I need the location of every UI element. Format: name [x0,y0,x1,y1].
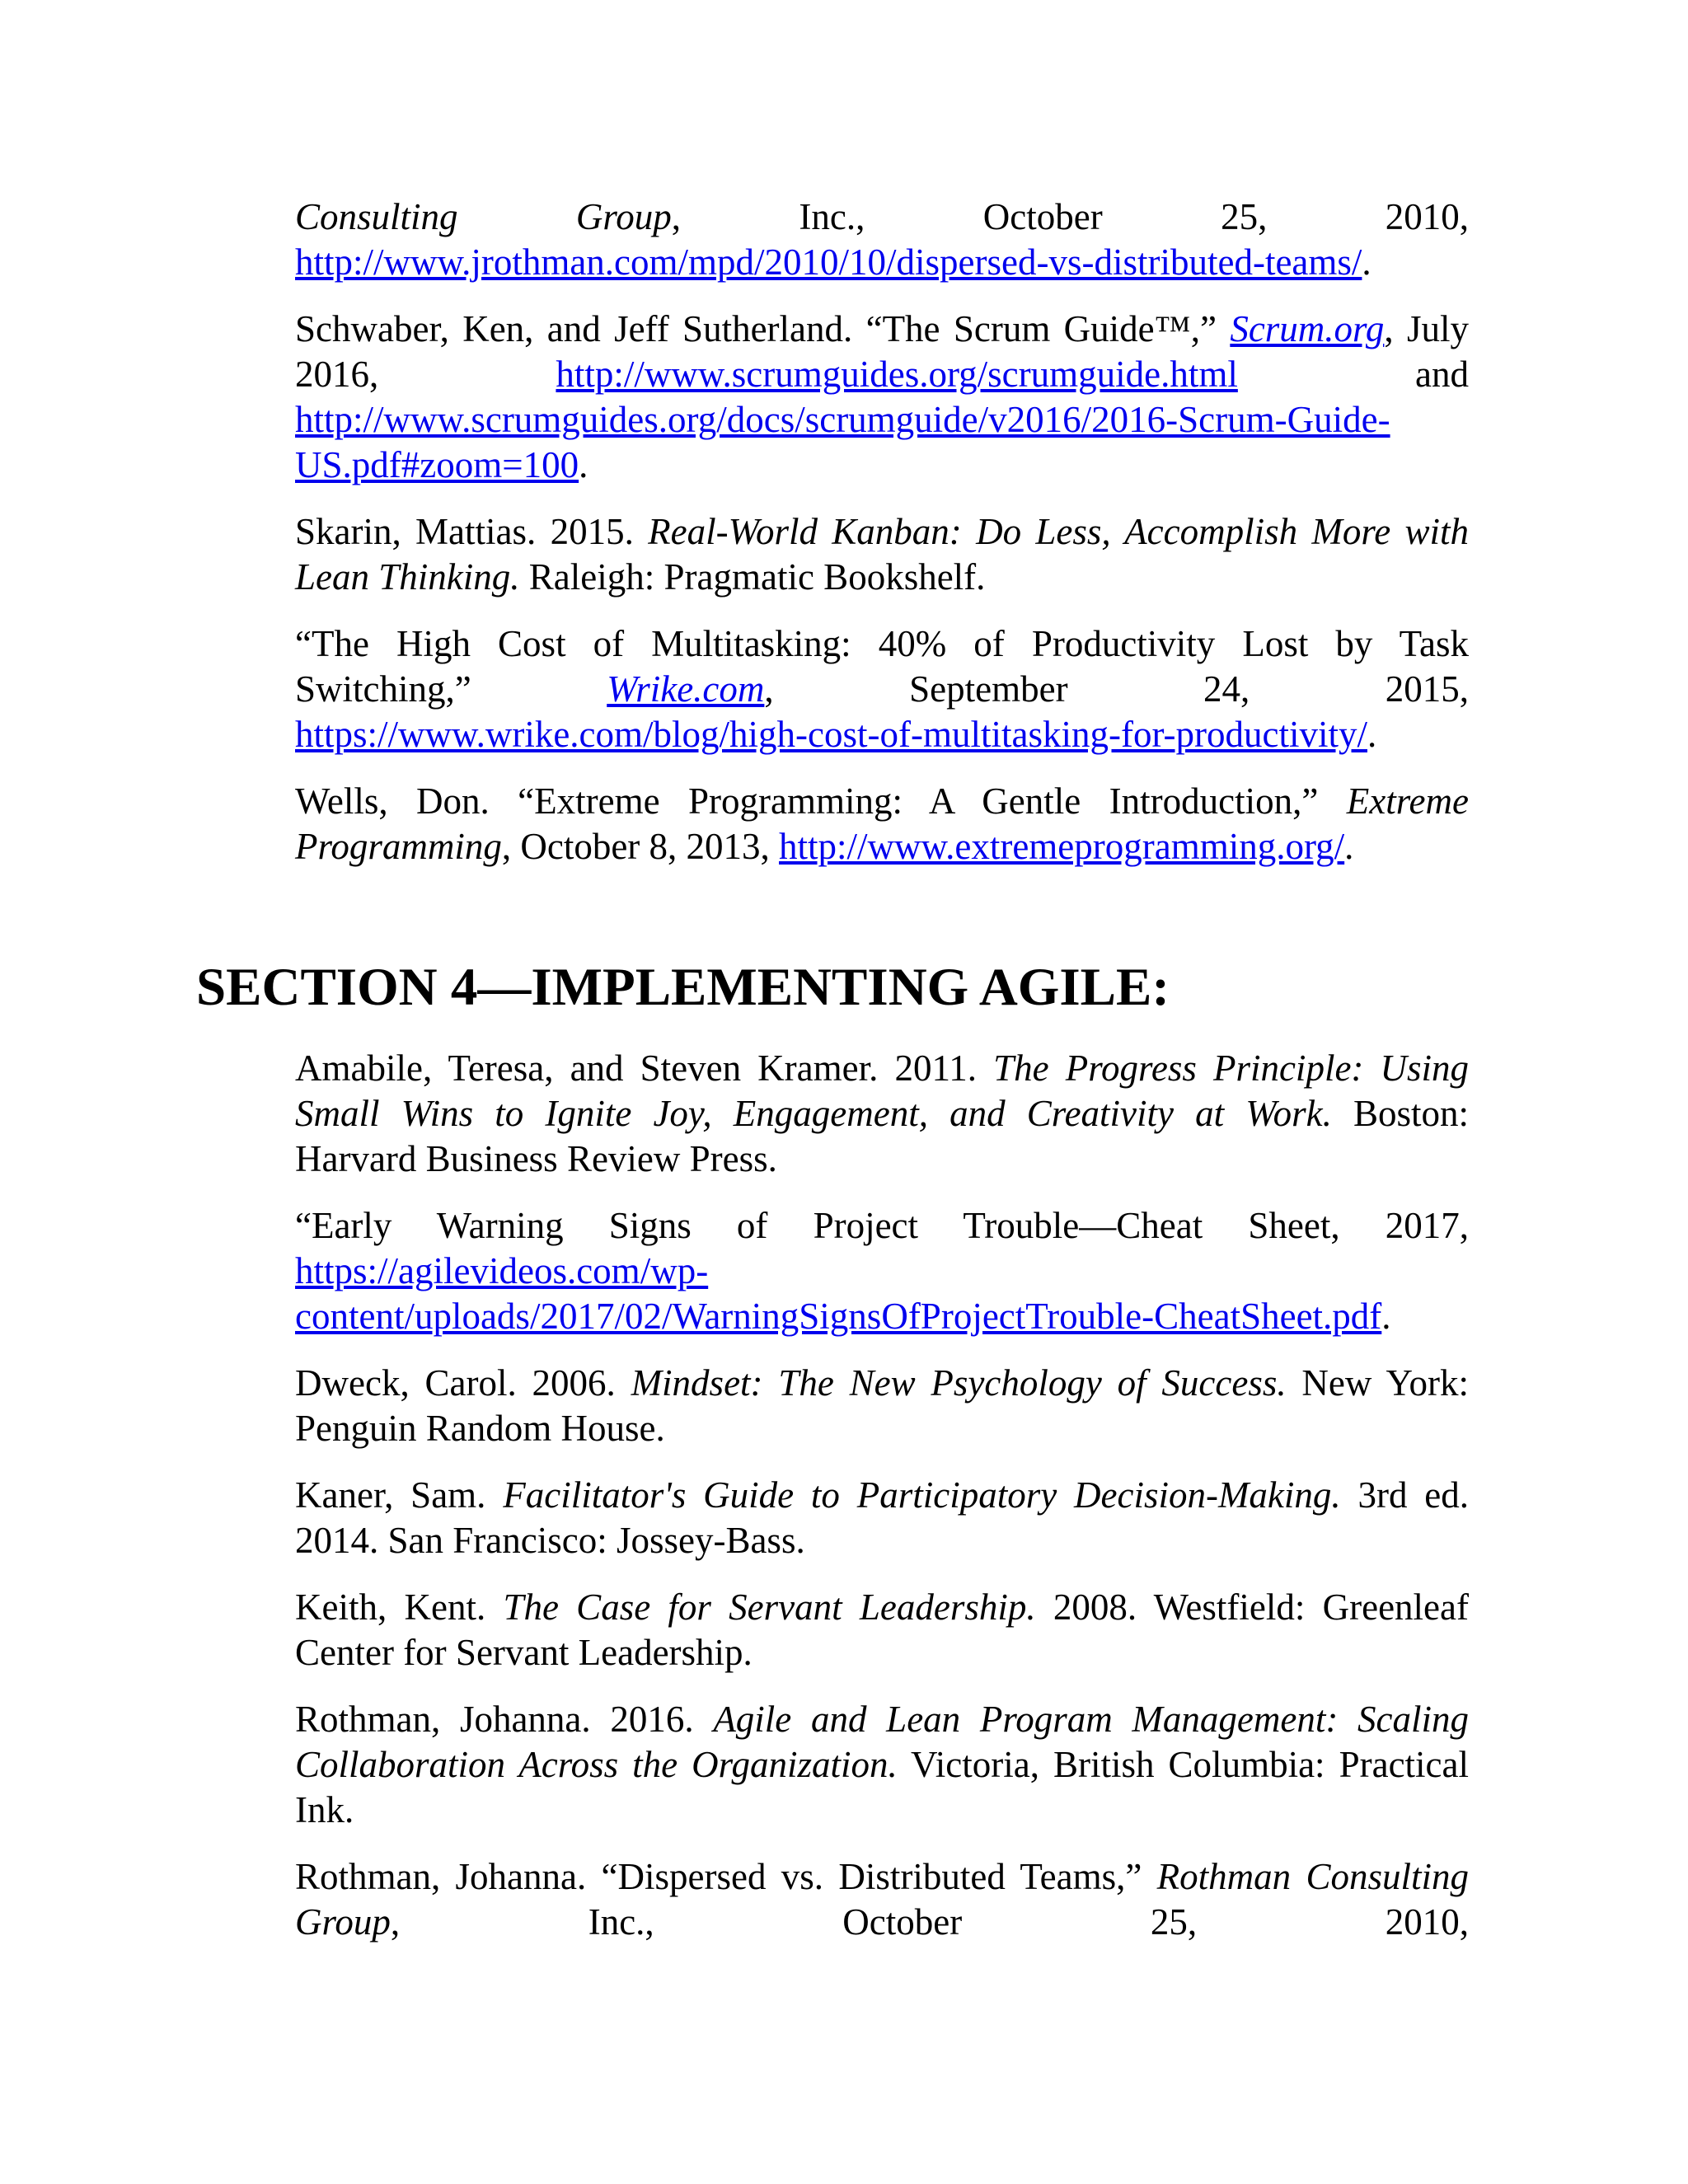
reference-text: Wells, Don. “Extreme Programming: A Gentle Introduction,” [295,780,1347,822]
reference-text: “Early Warning Signs of Project Trouble—Cheat Sheet, 2017, [295,1205,1469,1246]
reference-title: Agile and Lean Program Management: Scaling Collaboration Across the Organization. [295,1699,1470,1785]
reference-text: , July 2016, [295,308,1469,395]
reference-title: Extreme Programming [295,780,1469,867]
reference-title: Consulting Group [295,196,672,237]
reference-entry [295,1361,1469,1451]
reference-title: Rothman Consulting Group [295,1856,1469,1943]
reference-text: . [1344,826,1354,867]
reference-link[interactable]: http://www.scrumguides.org/docs/scrumguide/v2016/2016-Scrum-Guide-US.pdf#zoom=100 [295,399,1390,485]
reference-list-section-4 [295,1046,1469,1966]
reference-text: and [1237,354,1469,395]
reference-text: Boston: Harvard Business Review Press. [295,1093,1469,1179]
reference-text: , October 8, 2013, [501,826,780,867]
reference-text: . [1381,1296,1391,1337]
reference-list-top [295,194,1469,891]
reference-title: Mindset: The New Psychology of Success. [631,1362,1287,1404]
reference-entry [295,1854,1469,1945]
reference-entry [295,1203,1469,1339]
reference-text: Rothman, Johanna. “Dispersed vs. Distributed Teams,” [295,1856,1157,1897]
reference-title: The Progress Principle: Using Small Wins to Ignite Joy, Engagement, and Creativity at Work. [295,1047,1469,1134]
reference-text: Dweck, Carol. 2006. [295,1362,631,1404]
reference-entry [295,621,1469,757]
reference-text: Amabile, Teresa, and Steven Kramer. 2011. [295,1047,994,1089]
reference-text: , Inc., October 25, 2010, [671,196,1470,237]
reference-text: , September 24, 2015, [764,668,1469,710]
reference-text: . [579,444,588,485]
reference-entry [295,1473,1469,1563]
reference-text: 2008. Westfield: Greenleaf Center for Servant Leadership. [295,1586,1469,1673]
reference-title: The Case for Servant Leadership. [503,1586,1036,1628]
reference-link[interactable]: Scrum.org [1230,308,1385,349]
reference-title: Facilitator's Guide to Participatory Decision-Making. [503,1474,1341,1516]
reference-entry [295,1585,1469,1675]
reference-entry [295,1697,1469,1833]
reference-text: , Inc., October 25, 2010, [390,1901,1469,1943]
reference-link[interactable]: http://www.jrothman.com/mpd/2010/10/dispersed-vs-distributed-teams/ [295,241,1362,283]
reference-text: Schwaber, Ken, and Jeff Sutherland. “The Scrum Guide™,” [295,308,1231,349]
reference-text: Skarin, Mattias. 2015. [295,511,649,552]
reference-entry [295,194,1469,285]
reference-link[interactable]: Wrike.com [607,668,765,710]
reference-link[interactable]: https://agilevideos.com/wp-content/uploads/2017/02/WarningSignsOfProjectTrouble-CheatSheet.pdf [295,1250,1382,1337]
reference-entry [295,1046,1469,1182]
reference-link[interactable]: https://www.wrike.com/blog/high-cost-of-multitasking-for-productivity/ [295,714,1367,755]
reference-text: 3rd ed. 2014. San Francisco: Jossey-Bass. [295,1474,1469,1561]
reference-title: Real-World Kanban: Do Less, Accomplish More with Lean Thinking. [295,511,1470,598]
reference-link[interactable]: http://www.extremeprogramming.org/ [779,826,1345,867]
reference-text: Rothman, Johanna. 2016. [295,1699,714,1740]
reference-entry [295,307,1469,488]
reference-text: . [1362,241,1372,283]
reference-text: Kaner, Sam. [295,1474,504,1516]
reference-entry [295,779,1469,869]
reference-text: Victoria, British Columbia: Practical Ink. [295,1744,1469,1830]
reference-text: New York: Penguin Random House. [295,1362,1469,1449]
reference-text: . [1367,714,1377,755]
reference-text: Keith, Kent. [295,1586,504,1628]
reference-entry [295,509,1469,600]
reference-text: “The High Cost of Multitasking: 40% of Productivity Lost by Task Switching,” [295,623,1469,710]
section-heading: SECTION 4—IMPLEMENTING AGILE: [196,958,1170,1017]
reference-link[interactable]: http://www.scrumguides.org/scrumguide.html [556,354,1238,395]
reference-text: Raleigh: Pragmatic Bookshelf. [519,556,986,598]
